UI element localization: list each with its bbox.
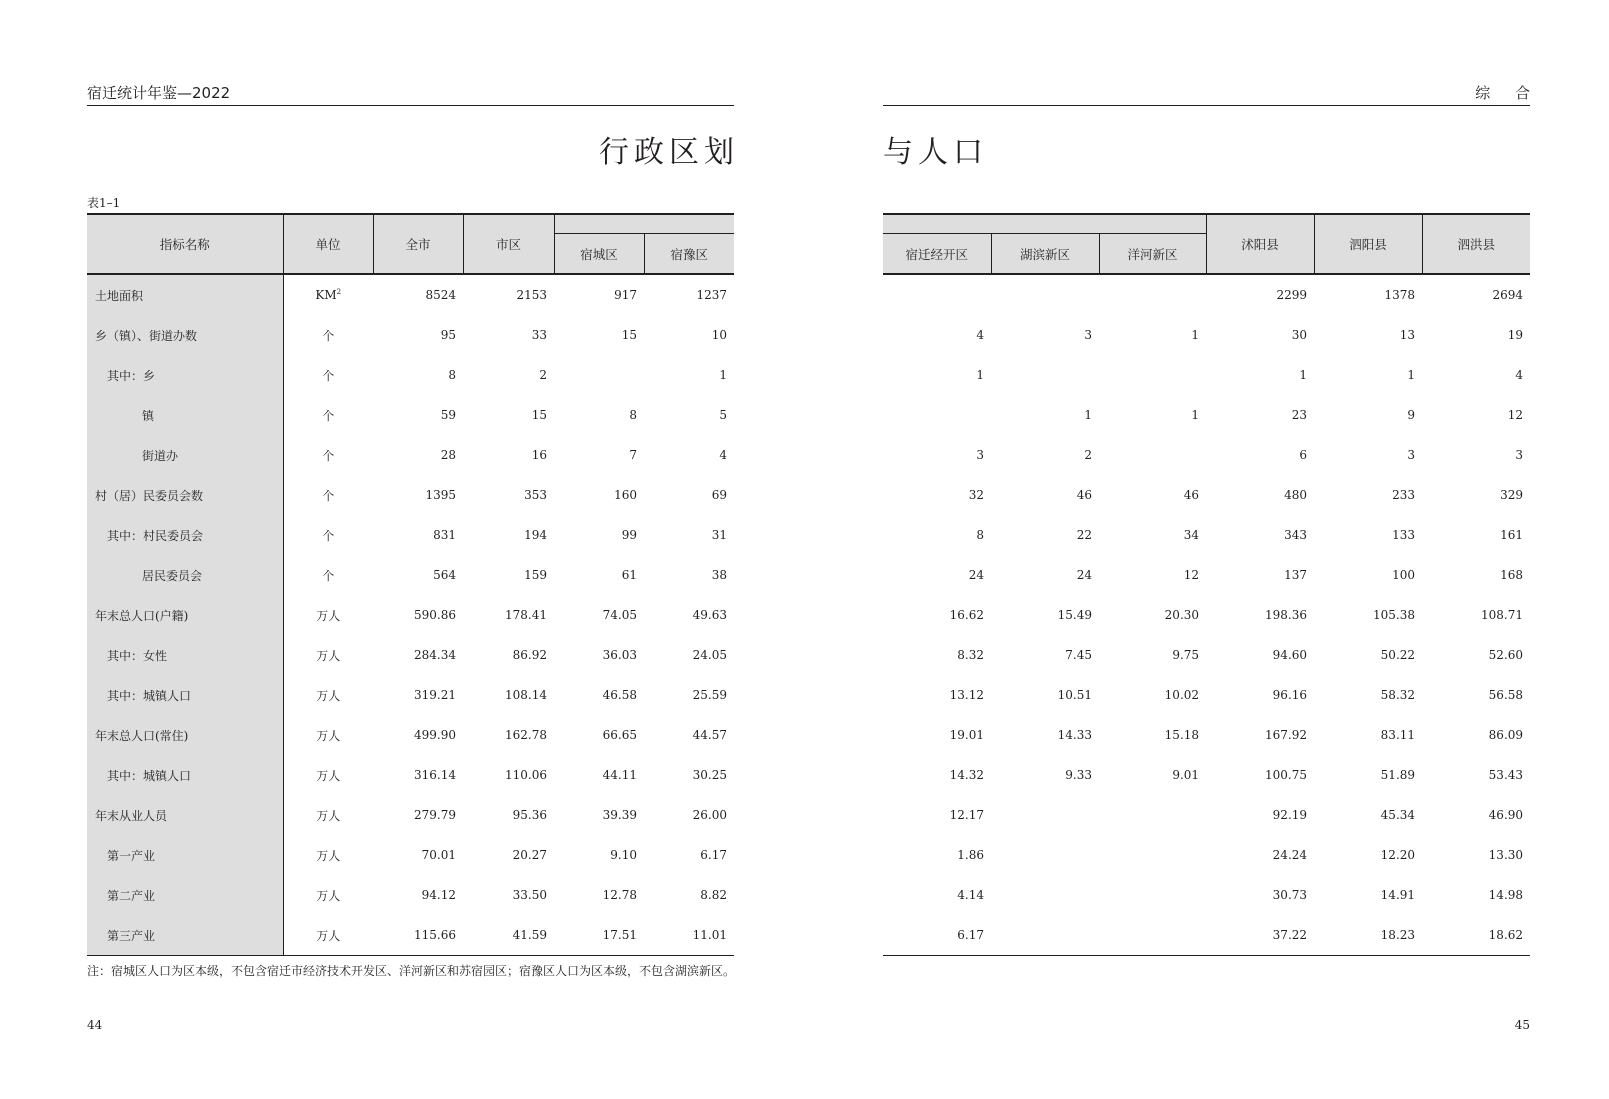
cell-shuyang: 94.60 xyxy=(1272,648,1308,662)
cell-dev-zone: 24 xyxy=(968,568,984,582)
table-row xyxy=(87,274,734,315)
cell-siyang: 133 xyxy=(1392,528,1416,542)
unit-text: 万人 xyxy=(316,608,341,623)
cell-sihong: 53.43 xyxy=(1488,768,1524,782)
cell-hubin: 10.51 xyxy=(1057,688,1092,702)
table-row xyxy=(87,555,734,595)
table-row xyxy=(87,795,734,835)
cell-suyu: 4 xyxy=(719,448,727,462)
cell-shuyang: 167.92 xyxy=(1265,728,1308,742)
cell-shuyang: 23 xyxy=(1291,408,1308,422)
cell-urban-district: 95.36 xyxy=(512,808,547,822)
cell-whole-city: 564 xyxy=(433,568,456,582)
cell-hubin: 22 xyxy=(1076,528,1092,542)
table-row xyxy=(87,395,734,435)
section-title-left: 行政区划 xyxy=(599,135,739,170)
cell-siyang: 105.38 xyxy=(1373,608,1416,622)
cell-sihong: 86.09 xyxy=(1488,728,1524,742)
cell-whole-city: 8524 xyxy=(425,288,456,302)
cell-suyu: 44.57 xyxy=(692,728,727,742)
table-row xyxy=(87,835,734,875)
cell-sihong: 18.62 xyxy=(1422,915,1530,956)
cell-yanghe: 34 xyxy=(1183,528,1200,542)
header-blank-group-right xyxy=(883,214,1206,234)
cell-shuyang: 37.22 xyxy=(1206,915,1314,956)
table-row xyxy=(883,274,1530,315)
indicator-name: 土地面积 xyxy=(87,274,283,315)
cell-yanghe: 9.75 xyxy=(1172,648,1200,662)
cell-sucheng: 7 xyxy=(629,448,637,462)
cell-whole-city: 59 xyxy=(440,408,456,422)
header-indicator: 指标名称 xyxy=(87,214,283,274)
cell-urban-district: 2 xyxy=(539,368,547,382)
cell-whole-city: 831 xyxy=(433,528,456,542)
unit-cell xyxy=(283,635,373,675)
cell-yanghe xyxy=(1099,875,1206,915)
table-row xyxy=(883,435,1530,475)
cell-whole-city: 279.79 xyxy=(414,808,456,822)
table-row xyxy=(883,355,1530,395)
table-row xyxy=(883,875,1530,915)
cell-urban-district: 194 xyxy=(524,528,547,542)
cell-hubin: 9.33 xyxy=(1065,768,1092,782)
cell-hubin xyxy=(991,875,1099,915)
cell-urban-district: 16 xyxy=(531,448,547,462)
table-row xyxy=(87,915,734,956)
cell-whole-city: 94.12 xyxy=(421,888,456,902)
cell-urban-district: 20.27 xyxy=(512,848,547,862)
cell-whole-city: 319.21 xyxy=(414,688,456,702)
cell-shuyang: 2299 xyxy=(1276,288,1308,302)
cell-dev-zone: 3 xyxy=(976,448,984,462)
unit-text: 个 xyxy=(322,568,335,583)
unit-cell xyxy=(283,475,373,515)
unit-text: 万人 xyxy=(316,888,341,903)
cell-siyang: 83.11 xyxy=(1380,728,1416,742)
indicator-name: 街道办 xyxy=(87,435,283,475)
cell-whole-city: 95 xyxy=(440,328,456,342)
section-title-right: 与人口 xyxy=(883,135,988,170)
cell-sucheng: 917 xyxy=(614,288,637,302)
cell-yanghe: 1 xyxy=(1191,408,1200,422)
cell-yanghe: 10.02 xyxy=(1164,688,1200,702)
cell-whole-city: 284.34 xyxy=(414,648,456,662)
cell-whole-city: 316.14 xyxy=(414,768,456,782)
cell-shuyang: 24.24 xyxy=(1272,848,1308,862)
cell-sucheng: 160 xyxy=(614,488,637,502)
cell-whole-city: 115.66 xyxy=(373,915,463,956)
unit-text: 万人 xyxy=(316,648,341,663)
header-suyu: 宿豫区 xyxy=(644,234,734,275)
cell-urban-district: 110.06 xyxy=(505,768,547,782)
cell-urban-district: 41.59 xyxy=(463,915,554,956)
cell-sucheng xyxy=(554,355,644,395)
table-row xyxy=(883,795,1530,835)
cell-dev-zone xyxy=(883,274,991,315)
cell-hubin: 24 xyxy=(1076,568,1092,582)
unit-cell xyxy=(283,595,373,635)
cell-sucheng: 44.11 xyxy=(602,768,637,782)
cell-dev-zone: 4 xyxy=(976,328,984,342)
table-row xyxy=(883,715,1530,755)
unit-text: 个 xyxy=(322,488,335,503)
table-row xyxy=(87,355,734,395)
cell-urban-district: 353 xyxy=(524,488,547,502)
cell-urban-district: 178.41 xyxy=(505,608,547,622)
cell-suyu: 25.59 xyxy=(692,688,727,702)
cell-shuyang: 198.36 xyxy=(1265,608,1308,622)
running-head-right xyxy=(883,83,1540,106)
indicator-name: 年末总人口(户籍) xyxy=(87,595,283,635)
cell-dev-zone: 4.14 xyxy=(957,888,984,902)
cell-whole-city: 1395 xyxy=(425,488,456,502)
indicator-name: 其中：乡 xyxy=(87,355,283,395)
cell-shuyang: 6 xyxy=(1299,448,1308,462)
cell-sucheng: 15 xyxy=(621,328,637,342)
cell-whole-city: 28 xyxy=(440,448,456,462)
cell-sihong: 13.30 xyxy=(1488,848,1524,862)
cell-yanghe: 1 xyxy=(1191,328,1200,342)
cell-sihong: 14.98 xyxy=(1488,888,1524,902)
table-row xyxy=(883,555,1530,595)
unit-cell xyxy=(283,355,373,395)
cell-suyu: 69 xyxy=(711,488,727,502)
table-row xyxy=(883,755,1530,795)
indicator-name: 年末总人口(常住) xyxy=(87,715,283,755)
cell-hubin: 15.49 xyxy=(1057,608,1092,622)
cell-dev-zone: 13.12 xyxy=(949,688,984,702)
cell-suyu: 1237 xyxy=(696,288,727,302)
book-title: 宿迁统计年鉴—2022 xyxy=(87,84,231,102)
unit-text: 万人 xyxy=(316,768,341,783)
unit-cell xyxy=(283,875,373,915)
cell-shuyang: 1 xyxy=(1299,368,1308,382)
indicator-name: 乡（镇）、街道办数 xyxy=(87,315,283,355)
unit-text: 个 xyxy=(322,408,335,423)
cell-hubin: 2 xyxy=(1084,448,1092,462)
unit-text: 万人 xyxy=(316,808,341,823)
cell-urban-district: 2153 xyxy=(516,288,547,302)
cell-urban-district: 162.78 xyxy=(505,728,547,742)
cell-dev-zone: 16.62 xyxy=(949,608,984,622)
cell-sucheng: 17.51 xyxy=(554,915,644,956)
cell-sucheng: 99 xyxy=(621,528,637,542)
cell-sihong: 56.58 xyxy=(1488,688,1524,702)
table-row xyxy=(87,435,734,475)
table-row xyxy=(87,635,734,675)
table-row xyxy=(87,315,734,355)
table-row xyxy=(883,595,1530,635)
cell-hubin xyxy=(991,915,1099,956)
unit-text: 个 xyxy=(322,528,335,543)
cell-siyang: 12.20 xyxy=(1380,848,1416,862)
right-page xyxy=(883,0,1540,1099)
cell-suyu: 1 xyxy=(719,368,727,382)
cell-suyu: 49.63 xyxy=(692,608,727,622)
page-number-left: 44 xyxy=(87,1018,103,1032)
cell-shuyang: 96.16 xyxy=(1272,688,1308,702)
cell-siyang: 51.89 xyxy=(1380,768,1416,782)
unit-text: 万人 xyxy=(316,728,341,743)
table-row xyxy=(87,755,734,795)
cell-shuyang: 92.19 xyxy=(1272,808,1308,822)
unit-superscript: 2 xyxy=(336,288,342,296)
cell-whole-city: 70.01 xyxy=(421,848,456,862)
table-row xyxy=(87,875,734,915)
cell-dev-zone: 8 xyxy=(976,528,984,542)
cell-suyu: 38 xyxy=(711,568,727,582)
indicator-name: 第一产业 xyxy=(87,835,283,875)
cell-siyang: 58.32 xyxy=(1380,688,1416,702)
indicator-name: 村（居）民委员会数 xyxy=(87,475,283,515)
cell-siyang: 3 xyxy=(1407,448,1416,462)
cell-yanghe: 46 xyxy=(1183,488,1200,502)
indicator-name: 镇 xyxy=(87,395,283,435)
cell-sucheng: 46.58 xyxy=(602,688,637,702)
unit-cell xyxy=(283,835,373,875)
cell-urban-district: 33.50 xyxy=(512,888,547,902)
table-row xyxy=(87,475,734,515)
unit-cell xyxy=(283,435,373,475)
cell-yanghe xyxy=(1099,835,1206,875)
cell-sihong: 329 xyxy=(1500,488,1524,502)
cell-shuyang: 137 xyxy=(1284,568,1308,582)
cell-hubin xyxy=(991,835,1099,875)
indicator-name: 年末从业人员 xyxy=(87,795,283,835)
unit-cell xyxy=(283,715,373,755)
unit-cell xyxy=(283,915,373,956)
unit-cell xyxy=(283,675,373,715)
unit-text: 万人 xyxy=(316,928,341,943)
chapter-name: 综 合 xyxy=(1475,84,1540,102)
unit-text: 个 xyxy=(322,328,335,343)
unit-text: 个 xyxy=(322,448,335,463)
table-row xyxy=(883,675,1530,715)
cell-sihong: 19 xyxy=(1507,328,1524,342)
cell-dev-zone: 8.32 xyxy=(957,648,984,662)
cell-sihong: 168 xyxy=(1500,568,1524,582)
header-blank-group xyxy=(554,214,734,234)
cell-urban-district: 15 xyxy=(531,408,547,422)
cell-dev-zone: 14.32 xyxy=(949,768,984,782)
unit-cell xyxy=(283,274,373,315)
cell-yanghe: 12 xyxy=(1183,568,1200,582)
cell-siyang: 14.91 xyxy=(1380,888,1416,902)
unit-cell xyxy=(283,395,373,435)
statistics-table-right xyxy=(883,213,1530,956)
cell-siyang: 1 xyxy=(1407,368,1416,382)
indicator-name: 第三产业 xyxy=(87,915,283,956)
cell-sihong: 46.90 xyxy=(1488,808,1524,822)
page-number-right: 45 xyxy=(1514,1018,1530,1032)
table-row xyxy=(87,715,734,755)
cell-hubin: 14.33 xyxy=(1057,728,1092,742)
cell-suyu: 24.05 xyxy=(692,648,727,662)
cell-hubin: 46 xyxy=(1076,488,1092,502)
unit-cell xyxy=(283,755,373,795)
cell-yanghe xyxy=(1099,795,1206,835)
cell-sihong: 12 xyxy=(1507,408,1524,422)
cell-dev-zone xyxy=(883,395,991,435)
cell-sihong: 3 xyxy=(1515,448,1524,462)
cell-yanghe xyxy=(1099,435,1206,475)
cell-suyu: 30.25 xyxy=(692,768,727,782)
indicator-name: 其中：城镇人口 xyxy=(87,755,283,795)
header-shuyang: 沭阳县 xyxy=(1206,214,1314,274)
cell-sucheng: 74.05 xyxy=(602,608,637,622)
table-footnote: 注：宿城区人口为区本级，不包含宿迁市经济技术开发区、洋河新区和苏宿园区；宿豫区人口为区本级，不包含湖滨新区。 xyxy=(87,964,736,978)
cell-hubin: 1 xyxy=(1084,408,1092,422)
table-row xyxy=(87,595,734,635)
cell-whole-city: 590.86 xyxy=(414,608,456,622)
cell-siyang: 1378 xyxy=(1384,288,1416,302)
cell-sucheng: 9.10 xyxy=(610,848,637,862)
unit-cell xyxy=(283,315,373,355)
cell-urban-district: 159 xyxy=(524,568,547,582)
cell-dev-zone: 1.86 xyxy=(957,848,984,862)
header-sihong: 泗洪县 xyxy=(1422,214,1530,274)
cell-sihong: 4 xyxy=(1515,368,1524,382)
table-row xyxy=(883,835,1530,875)
cell-siyang: 50.22 xyxy=(1380,648,1416,662)
cell-yanghe: 20.30 xyxy=(1164,608,1200,622)
header-hubin: 湖滨新区 xyxy=(991,234,1099,275)
table-row xyxy=(883,475,1530,515)
cell-hubin xyxy=(991,355,1099,395)
header-sucheng: 宿城区 xyxy=(554,234,644,275)
unit-text: KM xyxy=(315,288,337,302)
header-unit: 单位 xyxy=(283,214,373,274)
cell-dev-zone: 1 xyxy=(976,368,984,382)
cell-suyu: 26.00 xyxy=(692,808,727,822)
table-row xyxy=(883,515,1530,555)
cell-siyang: 100 xyxy=(1392,568,1416,582)
table-row xyxy=(87,675,734,715)
running-head-left xyxy=(87,83,734,106)
cell-siyang: 9 xyxy=(1407,408,1416,422)
cell-shuyang: 480 xyxy=(1284,488,1308,502)
cell-urban-district: 33 xyxy=(531,328,547,342)
table-row xyxy=(883,395,1530,435)
cell-suyu: 10 xyxy=(711,328,727,342)
cell-suyu: 31 xyxy=(711,528,727,542)
cell-hubin xyxy=(991,274,1099,315)
cell-yanghe: 15.18 xyxy=(1164,728,1200,742)
statistics-table-left xyxy=(87,213,734,956)
cell-suyu: 5 xyxy=(719,408,727,422)
table-row xyxy=(883,915,1530,956)
header-urban-district: 市区 xyxy=(463,214,554,274)
cell-hubin: 3 xyxy=(1084,328,1092,342)
cell-yanghe xyxy=(1099,915,1206,956)
cell-sucheng: 39.39 xyxy=(602,808,637,822)
cell-siyang: 18.23 xyxy=(1314,915,1422,956)
cell-sucheng: 66.65 xyxy=(602,728,637,742)
cell-sucheng: 8 xyxy=(629,408,637,422)
indicator-name: 其中：城镇人口 xyxy=(87,675,283,715)
cell-siyang: 13 xyxy=(1399,328,1416,342)
indicator-name: 第二产业 xyxy=(87,875,283,915)
header-yanghe: 洋河新区 xyxy=(1099,234,1206,275)
header-whole-city: 全市 xyxy=(373,214,463,274)
cell-shuyang: 30 xyxy=(1291,328,1308,342)
cell-whole-city: 499.90 xyxy=(414,728,456,742)
left-page xyxy=(87,0,739,1099)
cell-yanghe xyxy=(1099,355,1206,395)
cell-yanghe: 9.01 xyxy=(1172,768,1200,782)
cell-suyu: 6.17 xyxy=(700,848,727,862)
cell-yanghe xyxy=(1099,274,1206,315)
cell-suyu: 11.01 xyxy=(644,915,734,956)
cell-siyang: 45.34 xyxy=(1380,808,1416,822)
cell-suyu: 8.82 xyxy=(700,888,727,902)
cell-sihong: 52.60 xyxy=(1488,648,1524,662)
unit-cell xyxy=(283,795,373,835)
table-row xyxy=(883,315,1530,355)
unit-cell xyxy=(283,515,373,555)
table-row xyxy=(883,635,1530,675)
cell-urban-district: 108.14 xyxy=(505,688,547,702)
cell-sihong: 161 xyxy=(1500,528,1524,542)
cell-shuyang: 343 xyxy=(1284,528,1308,542)
header-siyang: 泗阳县 xyxy=(1314,214,1422,274)
header-dev-zone: 宿迁经开区 xyxy=(883,234,991,275)
cell-shuyang: 100.75 xyxy=(1265,768,1308,782)
cell-sucheng: 61 xyxy=(621,568,637,582)
unit-text: 个 xyxy=(322,368,335,383)
cell-siyang: 233 xyxy=(1392,488,1416,502)
cell-sihong: 108.71 xyxy=(1481,608,1524,622)
cell-urban-district: 86.92 xyxy=(512,648,547,662)
cell-sihong: 2694 xyxy=(1492,288,1524,302)
cell-sucheng: 36.03 xyxy=(602,648,637,662)
cell-dev-zone: 12.17 xyxy=(949,808,984,822)
cell-hubin: 7.45 xyxy=(1065,648,1092,662)
indicator-name: 其中：村民委员会 xyxy=(87,515,283,555)
table-row xyxy=(87,515,734,555)
cell-hubin xyxy=(991,795,1099,835)
unit-text: 万人 xyxy=(316,848,341,863)
indicator-name: 其中：女性 xyxy=(87,635,283,675)
cell-dev-zone: 32 xyxy=(968,488,984,502)
indicator-name: 居民委员会 xyxy=(87,555,283,595)
cell-whole-city: 8 xyxy=(448,368,456,382)
cell-sucheng: 12.78 xyxy=(602,888,637,902)
table-number: 表1–1 xyxy=(87,196,121,210)
cell-shuyang: 30.73 xyxy=(1272,888,1308,902)
unit-text: 万人 xyxy=(316,688,341,703)
unit-cell xyxy=(283,555,373,595)
cell-dev-zone: 6.17 xyxy=(883,915,991,956)
cell-dev-zone: 19.01 xyxy=(949,728,984,742)
